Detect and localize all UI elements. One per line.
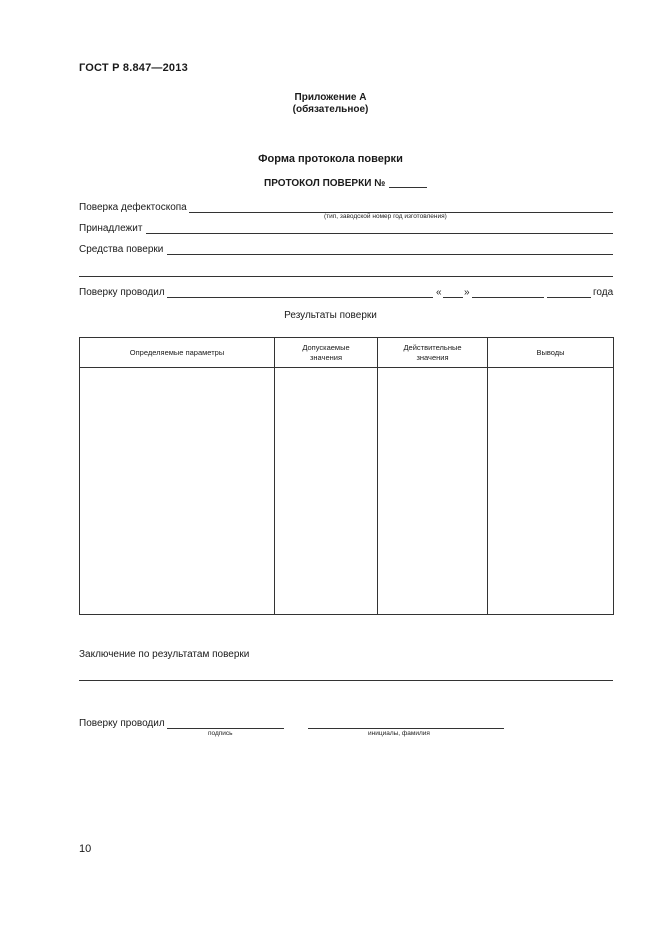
form-title: Форма протокола поверки — [258, 153, 403, 165]
column-header-allowed-values — [275, 338, 378, 368]
table-row — [80, 368, 614, 615]
table-cell-actual-values[interactable] — [378, 368, 488, 615]
table-cell-conclusions[interactable] — [488, 368, 614, 615]
performed-label: Поверку проводил — [79, 287, 165, 298]
defectoscope-label: Поверка дефектоскопа — [79, 202, 187, 213]
date-open-quote: « — [436, 287, 442, 298]
conclusion-field[interactable] — [79, 680, 613, 681]
appendix-title: Приложение А — [294, 92, 367, 103]
column-header-parameters: Определяемые параметры — [80, 338, 275, 368]
signature-performed-label: Поверку проводил — [79, 718, 165, 729]
page-number: 10 — [79, 843, 92, 855]
tools-label: Средства поверки — [79, 244, 164, 255]
column-header-actual-values-text: Действительные значения — [403, 342, 462, 362]
owner-label: Принадлежит — [79, 223, 143, 234]
column-header-conclusions: Выводы — [488, 338, 614, 368]
signature-field[interactable] — [167, 728, 284, 729]
standard-code: ГОСТ Р 8.847—2013 — [79, 62, 188, 74]
signature-hint: подпись — [208, 730, 233, 737]
date-day-field[interactable] — [443, 297, 463, 298]
protocol-number-field[interactable] — [389, 187, 427, 188]
performed-field[interactable] — [167, 297, 433, 298]
column-header-actual-values — [378, 338, 488, 368]
tools-field-continuation[interactable] — [79, 276, 613, 277]
tools-field[interactable] — [167, 254, 613, 255]
date-year-field[interactable] — [547, 297, 591, 298]
table-cell-parameters[interactable] — [80, 368, 275, 615]
name-field[interactable] — [308, 728, 504, 729]
date-close-quote: » — [464, 287, 470, 298]
appendix-status: (обязательное) — [292, 104, 369, 115]
protocol-title — [264, 178, 385, 189]
year-label: года — [593, 287, 614, 298]
defectoscope-hint: (тип, заводской номер год изготовления) — [324, 213, 447, 220]
results-table — [79, 337, 614, 615]
date-month-field[interactable] — [472, 297, 544, 298]
conclusion-label: Заключение по результатам поверки — [79, 649, 250, 660]
column-header-allowed-values-text: Допускаемые значения — [302, 342, 350, 362]
results-title: Результаты поверки — [284, 310, 377, 321]
table-cell-allowed-values[interactable] — [275, 368, 378, 615]
protocol-title-text: ПРОТОКОЛ ПОВЕРКИ № — [264, 178, 386, 189]
owner-field[interactable] — [146, 233, 613, 234]
name-hint: инициалы, фамилия — [368, 730, 430, 737]
results-table-header — [80, 338, 614, 368]
